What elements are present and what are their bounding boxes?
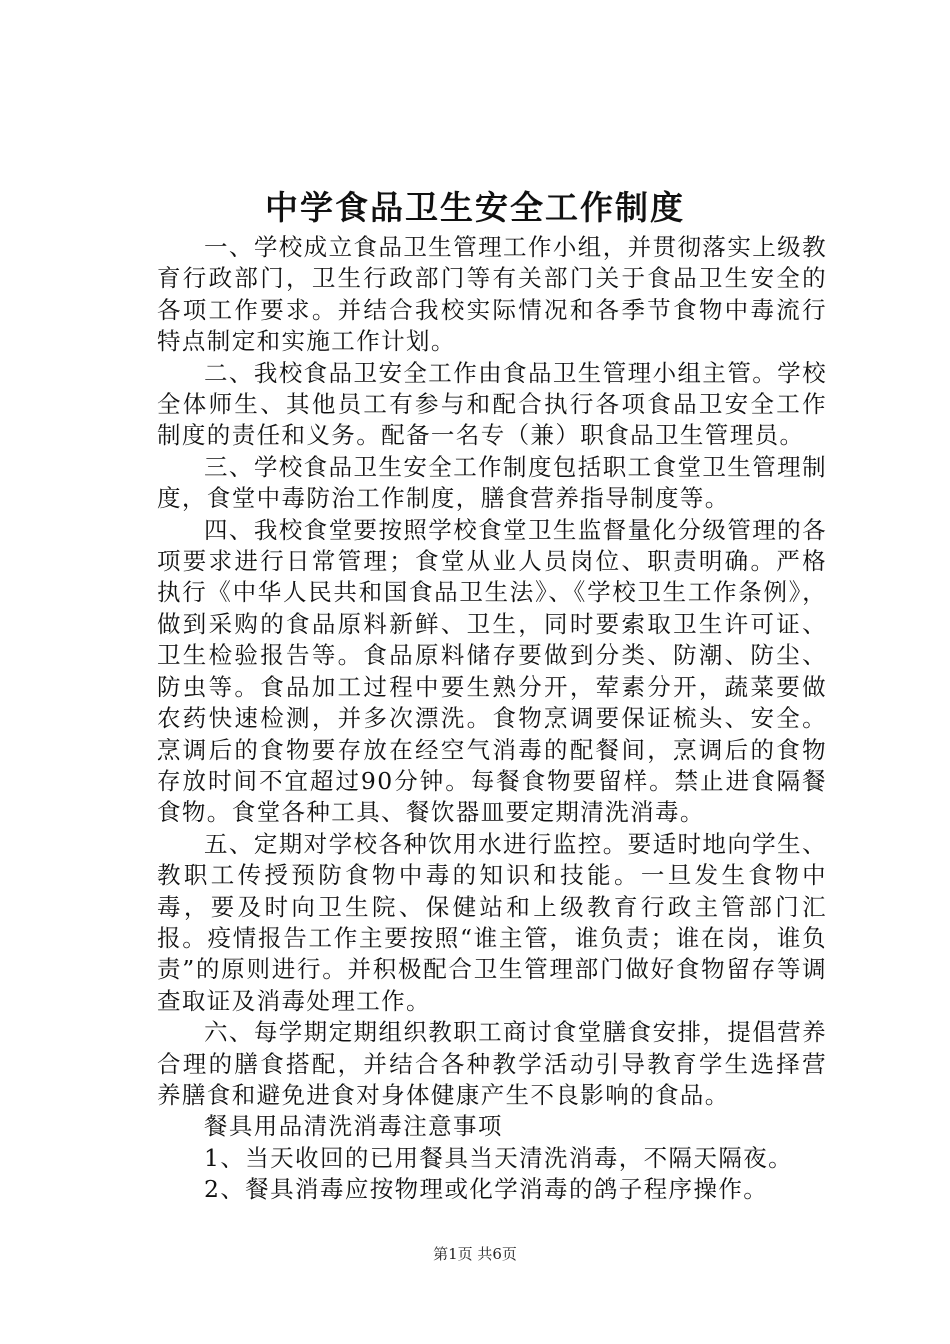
document-title: 中学食品卫生安全工作制度 [265,188,685,227]
paragraph-3: 三、学校食品卫生安全工作制度包括职工食堂卫生管理制度，食堂中毒防治工作制度，膳食营养指导制度等。 [157,452,827,513]
paragraph-5: 五、定期对学校各种饮用水进行监控。要适时地向学生、教职工传授预防食物中毒的知识和技能。一旦发生食物中毒，要及时向卫生院、保健站和上级教育行政主管部门汇报。疫情报告工作主要按照“谁主管，谁负责；谁在岗，谁负责”的原则进行。并积极配合卫生管理部门做好食物留存等调查取证及消毒处理工作。 [157,829,827,1015]
paragraph-6: 六、每学期定期组织教职工商讨食堂膳食安排，提倡营养合理的膳食搭配，并结合各种教学活动引导教育学生选择营养膳食和避免进食对身体健康产生不良影响的食品。 [157,1018,827,1109]
paragraph-4: 四、我校食堂要按照学校食堂卫生监督量化分级管理的各项要求进行日常管理；食堂从业人员岗位、职责明确。严格执行《中华人民共和国食品卫生法》、《学校卫生工作条例》，做到采购的食品原料新鲜、卫生，同时要索取卫生许可证、卫生检验报告等。食品原料储存要做到分类、防潮、防尘、防虫等。食品加工过程中要生熟分开，荤素分开，蔬菜要做农药快速检测，并多次漂洗。食物烹调要保证梳头、安全。烹调后的食物要存放在经空气消毒的配餐间，烹调后的食物存放时间不宜超过90分钟。每餐食物要留样。禁止进食隔餐食物。食堂各种工具、餐饮器皿要定期清洗消毒。 [157,515,827,827]
list-item-1: 1、当天收回的已用餐具当天清洗消毒，不隔天隔夜。 [204,1143,794,1172]
list-item-2: 2、餐具消毒应按物理或化学消毒的鸽子程序操作。 [204,1175,769,1204]
document-body [157,232,827,1206]
paragraph-1: 一、学校成立食品卫生管理工作小组，并贯彻落实上级教育行政部门，卫生行政部门等有关部门关于食品卫生安全的各项工作要求。并结合我校实际情况和各季节食物中毒流行特点制定和实施工作计划。 [157,233,827,356]
section-heading: 餐具用品清洗消毒注意事项 [204,1112,503,1141]
paragraph-2: 二、我校食品卫安全工作由食品卫生管理小组主管。学校全体师生、其他员工有参与和配合执行各项食品卫安全工作制度的责任和义务。配备一名专（兼）职食品卫生管理员。 [157,358,827,450]
page-number-footer: 第1页 共6页 [433,1245,517,1263]
